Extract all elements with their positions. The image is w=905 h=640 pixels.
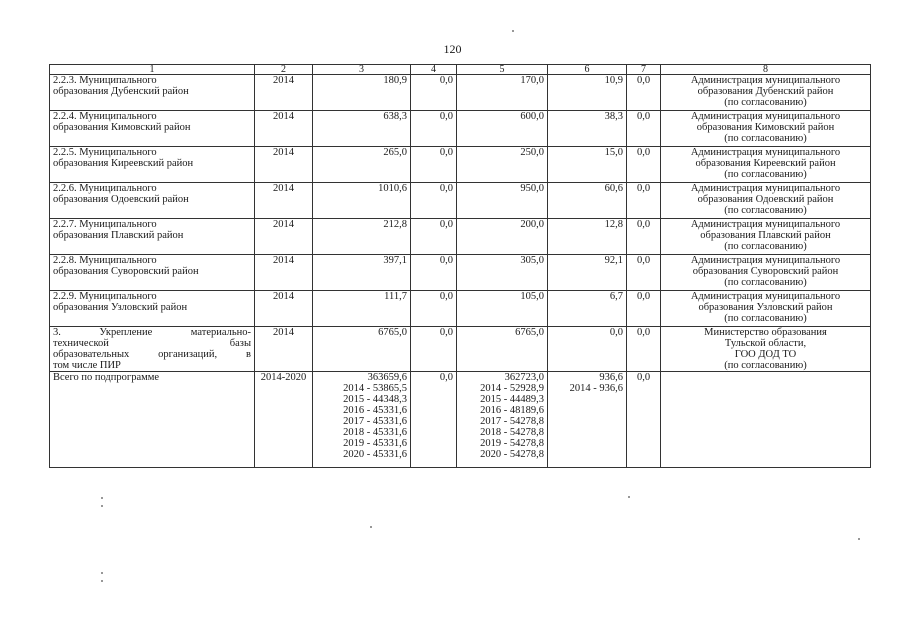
row-name: 2.2.3. Муниципального образования Дубенский район: [50, 75, 255, 111]
table-row-total: [50, 372, 871, 468]
row-col-4: 0,0: [411, 183, 457, 219]
row-col-3: 1010,6: [313, 183, 411, 219]
scan-speck: [101, 505, 103, 507]
row-executor: Администрация муниципального образования Плавский район (по согласованию): [661, 219, 871, 255]
row-col-5: 950,0: [457, 183, 548, 219]
total-label: Всего по подпрограмме: [50, 372, 255, 468]
total-col-4: 0,0: [411, 372, 457, 468]
header-col-6: 6: [548, 65, 627, 75]
row-name: 2.2.5. Муниципального образования Киреевский район: [50, 147, 255, 183]
scan-speck: [101, 572, 103, 574]
header-col-4: 4: [411, 65, 457, 75]
row-col-7: 0,0: [627, 291, 661, 327]
row-year: 2014: [255, 183, 313, 219]
table-row-section-3: [50, 327, 871, 372]
table-row: [50, 183, 871, 219]
row-col-3: 180,9: [313, 75, 411, 111]
row-name: 2.2.9. Муниципального образования Узловский район: [50, 291, 255, 327]
row-col-5: 170,0: [457, 75, 548, 111]
row-col-6: 92,1: [548, 255, 627, 291]
table-row: [50, 75, 871, 111]
row-col-4: 0,0: [411, 291, 457, 327]
row-col-5: 6765,0: [457, 327, 548, 372]
row-col-6: 38,3: [548, 111, 627, 147]
total-col-5: 362723,0 2014 - 52928,9 2015 - 44489,3 2016 - 48189,6 2017 - 54278,8 2018 - 54278,8 2019 - 54278,8 2020 - 54278,8: [457, 372, 548, 468]
row-year: 2014: [255, 75, 313, 111]
row-executor: Министерство образования Тульской области, ГОО ДОД ТО (по согласованию): [661, 327, 871, 372]
scan-speck: [370, 526, 372, 528]
header-col-2: 2: [255, 65, 313, 75]
row-col-7: 0,0: [627, 75, 661, 111]
table-row: [50, 147, 871, 183]
program-table: [49, 64, 871, 468]
table-row: [50, 111, 871, 147]
row-col-3: 111,7: [313, 291, 411, 327]
row-col-4: 0,0: [411, 75, 457, 111]
table-row: [50, 291, 871, 327]
row-col-5: 105,0: [457, 291, 548, 327]
row-col-3: 212,8: [313, 219, 411, 255]
row-col-3: 397,1: [313, 255, 411, 291]
row-col-5: 305,0: [457, 255, 548, 291]
row-year: 2014: [255, 255, 313, 291]
total-col-3: 363659,6 2014 - 53865,5 2015 - 44348,3 2016 - 45331,6 2017 - 45331,6 2018 - 45331,6 2019 - 45331,6 2020 - 45331,6: [313, 372, 411, 468]
row-col-7: 0,0: [627, 183, 661, 219]
row-col-5: 200,0: [457, 219, 548, 255]
row-col-7: 0,0: [627, 147, 661, 183]
row-year: 2014: [255, 327, 313, 372]
header-col-7: 7: [627, 65, 661, 75]
row-executor: Администрация муниципального образования Киреевский район (по согласованию): [661, 147, 871, 183]
header-col-5: 5: [457, 65, 548, 75]
row-col-4: 0,0: [411, 327, 457, 372]
row-executor: Администрация муниципального образования Дубенский район (по согласованию): [661, 75, 871, 111]
scan-speck: [858, 538, 860, 540]
row-col-4: 0,0: [411, 219, 457, 255]
header-col-3: 3: [313, 65, 411, 75]
row-executor: Администрация муниципального образования Кимовский район (по согласованию): [661, 111, 871, 147]
row-col-3: 638,3: [313, 111, 411, 147]
row-col-7: 0,0: [627, 111, 661, 147]
row-col-6: 60,6: [548, 183, 627, 219]
row-name: 2.2.4. Муниципального образования Кимовский район: [50, 111, 255, 147]
header-col-8: 8: [661, 65, 871, 75]
row-col-4: 0,0: [411, 255, 457, 291]
row-col-7: 0,0: [627, 219, 661, 255]
row-executor: Администрация муниципального образования Суворовский район (по согласованию): [661, 255, 871, 291]
row-name: 2.2.8. Муниципального образования Суворовский район: [50, 255, 255, 291]
total-years: 2014-2020: [255, 372, 313, 468]
row-col-7: 0,0: [627, 255, 661, 291]
row-col-6: 12,8: [548, 219, 627, 255]
row-col-6: 10,9: [548, 75, 627, 111]
row-col-5: 600,0: [457, 111, 548, 147]
table-row: [50, 219, 871, 255]
row-col-6: 15,0: [548, 147, 627, 183]
row-col-4: 0,0: [411, 147, 457, 183]
row-name: 3. Укрепление материально- технической базы образовательных организаций, в том числе ПИР: [50, 327, 255, 372]
scan-speck: [628, 496, 630, 498]
header-col-1: 1: [50, 65, 255, 75]
row-name: 2.2.6. Муниципального образования Одоевский район: [50, 183, 255, 219]
row-name: 2.2.7. Муниципального образования Плавский район: [50, 219, 255, 255]
total-col-7: 0,0: [627, 372, 661, 468]
row-col-5: 250,0: [457, 147, 548, 183]
row-col-3: 6765,0: [313, 327, 411, 372]
scan-speck: [101, 580, 103, 582]
row-col-4: 0,0: [411, 111, 457, 147]
row-year: 2014: [255, 219, 313, 255]
row-col-7: 0,0: [627, 327, 661, 372]
scan-speck: [512, 30, 514, 32]
row-col-6: 0,0: [548, 327, 627, 372]
row-executor: Администрация муниципального образования Узловский район (по согласованию): [661, 291, 871, 327]
table-row: [50, 255, 871, 291]
row-year: 2014: [255, 147, 313, 183]
total-executor: [661, 372, 871, 468]
row-year: 2014: [255, 291, 313, 327]
header-row: [50, 65, 871, 75]
row-year: 2014: [255, 111, 313, 147]
page-number: 120: [443, 42, 462, 56]
row-col-6: 6,7: [548, 291, 627, 327]
row-col-3: 265,0: [313, 147, 411, 183]
total-col-6: 936,6 2014 - 936,6: [548, 372, 627, 468]
scan-speck: [101, 497, 103, 499]
row-executor: Администрация муниципального образования Одоевский район (по согласованию): [661, 183, 871, 219]
